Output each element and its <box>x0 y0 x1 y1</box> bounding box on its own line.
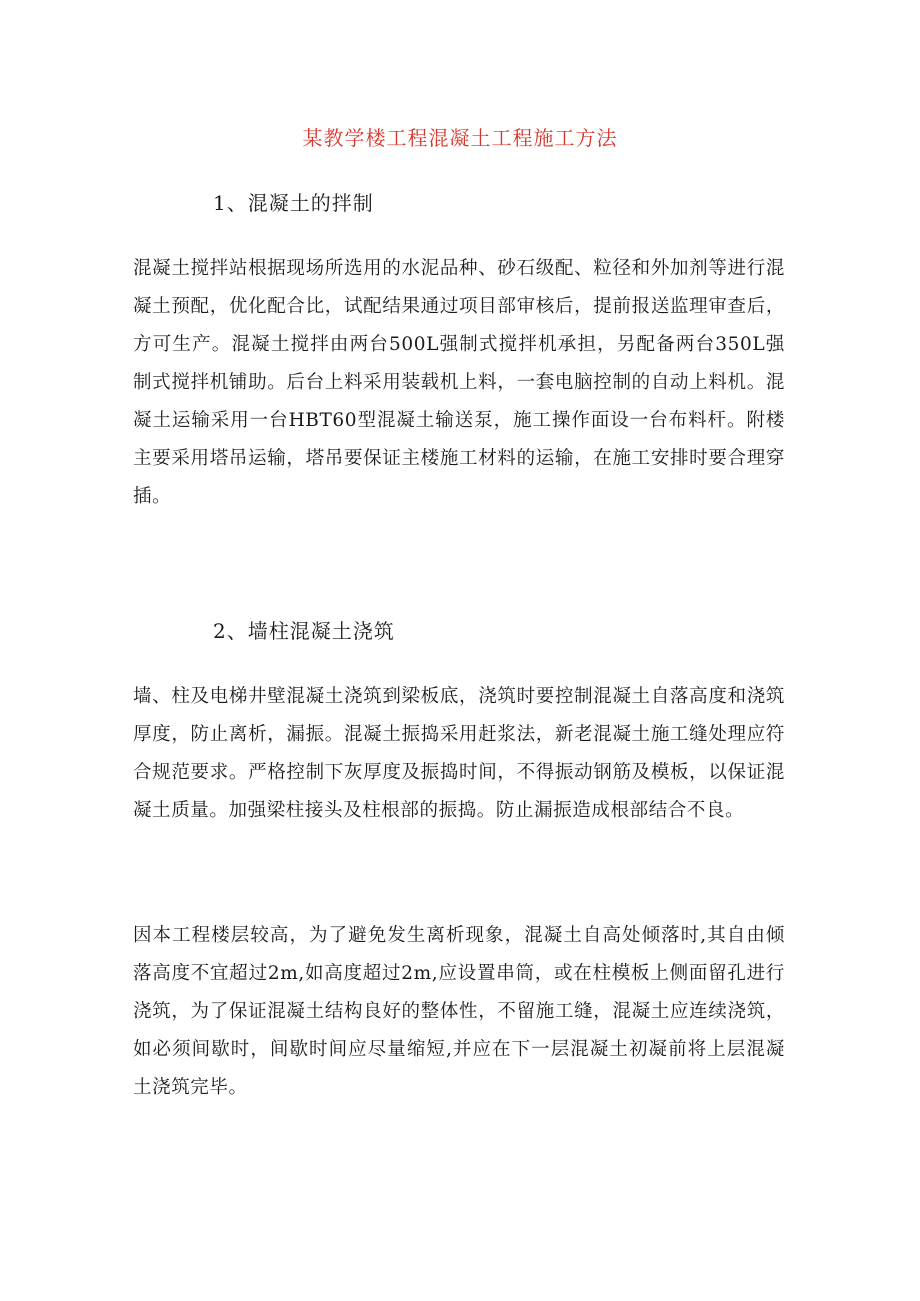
section-heading-1: 1、混凝土的拌制 <box>213 191 374 215</box>
section-1-paragraph-1: 混凝土搅拌站根据现场所选用的水泥品种、砂石级配、粒径和外加剂等进行混凝土预配，优化配合比，试配结果通过项目部审核后，提前报送监理审查后，方可生产。混凝土搅拌由两台500L强制式搅拌机承担，另配备两台350L强制式搅拌机铺助。后台上料采用装载机上料，一套电脑控制的自动上料机。混凝土运输采用一台HBT60型混凝土输送泵，施工操作面设一台布料杆。附楼主要采用塔吊运输，塔吊要保证主楼施工材料的运输，在施工安排时要合理穿插。 <box>133 258 785 507</box>
section-2-paragraph-2: 因本工程楼层较高，为了避免发生离析现象，混凝土自高处倾落时,其自由倾落高度不宜超过2m,如高度超过2m,应设置串筒，或在柱模板上侧面留孔进行浇筑，为了保证混凝土结构良好的整体性，不留施工缝，混凝土应连续浇筑，如必须间歇时，间歇时间应尽量缩短,并应在下一层混凝土初凝前将上层混凝土浇筑完毕。 <box>133 925 785 1098</box>
section-heading-2: 2、墙柱混凝土浇筑 <box>213 619 395 643</box>
document-title: 某教学楼工程混凝土工程施工方法 <box>302 126 618 150</box>
section-2-paragraph-1: 墙、柱及电梯井壁混凝土浇筑到梁板底，浇筑时要控制混凝土自落高度和浇筑厚度，防止离析，漏振。混凝土振捣采用赶浆法，新老混凝土施工缝处理应符合规范要求。严格控制下灰厚度及振捣时间，不得振动钢筋及模板，以保证混凝土质量。加强梁柱接头及柱根部的振捣。防止漏振造成根部结合不良。 <box>133 686 785 821</box>
